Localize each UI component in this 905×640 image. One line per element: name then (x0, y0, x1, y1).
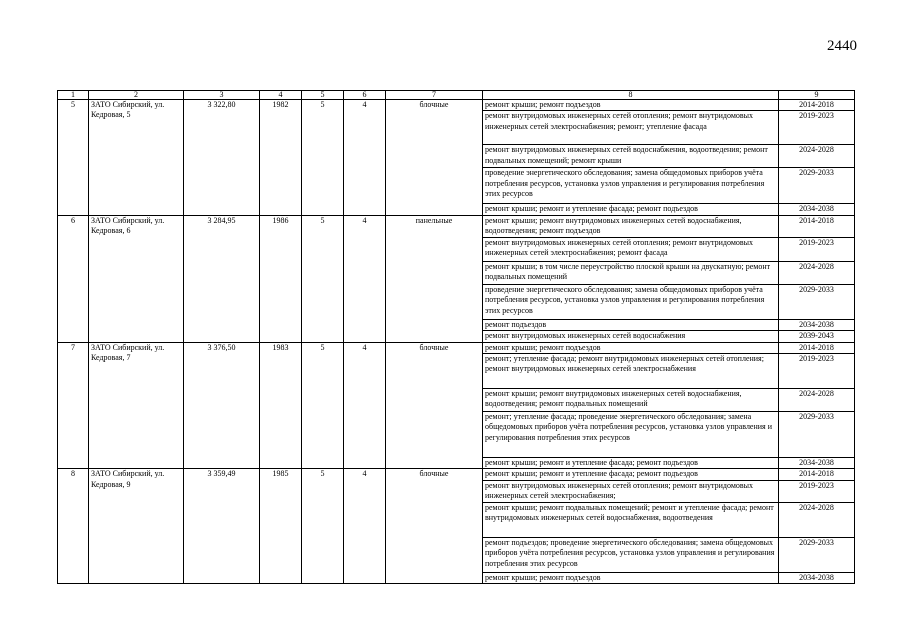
work-description: ремонт крыши; в том числе переустройство плоской крыши на двускатную; ремонт подвальных помещений (483, 261, 779, 284)
work-period: 2014-2018 (779, 215, 855, 237)
work-description: ремонт внутридомовых инженерных сетей отопления; ремонт внутридомовых инженерных сетей электроснабжения; ремонт; утепление фасада (483, 111, 779, 145)
work-description: ремонт крыши; ремонт и утепление фасада; ремонт подъездов (483, 458, 779, 469)
work-period: 2034-2038 (779, 204, 855, 215)
work-description: ремонт крыши; ремонт подъездов (483, 342, 779, 353)
work-period: 2034-2038 (779, 572, 855, 583)
build-year: 1983 (260, 342, 302, 469)
header-col-2: 2 (89, 91, 184, 100)
row-number: 8 (58, 469, 89, 584)
wall-material: блочные (386, 342, 483, 469)
work-description: ремонт; утепление фасада; проведение энергетического обследования; замена общедомовых приборов учёта потребления ресурсов, установка узлов управления и регулирования потребления этих ресурсов (483, 412, 779, 458)
wall-material: панельные (386, 215, 483, 342)
table-row (58, 469, 855, 480)
work-period: 2024-2028 (779, 261, 855, 284)
entrances: 4 (344, 215, 386, 342)
floors: 5 (302, 215, 344, 342)
page-number: 2440 (827, 38, 857, 54)
work-period: 2029-2033 (779, 537, 855, 572)
build-year: 1986 (260, 215, 302, 342)
work-description: ремонт; утепление фасада; ремонт внутридомовых инженерных сетей отопления; ремонт внутридомовых инженерных сетей электроснабжения (483, 354, 779, 389)
work-period: 2029-2033 (779, 284, 855, 319)
work-period: 2019-2023 (779, 480, 855, 502)
work-description: ремонт крыши; ремонт подъездов (483, 572, 779, 583)
work-description: ремонт подъездов (483, 319, 779, 330)
header-col-9: 9 (779, 91, 855, 100)
work-period: 2024-2028 (779, 145, 855, 168)
header-col-8: 8 (483, 91, 779, 100)
work-period: 2019-2023 (779, 111, 855, 145)
floors: 5 (302, 100, 344, 216)
table-row (58, 100, 855, 111)
work-period: 2014-2018 (779, 342, 855, 353)
header-col-4: 4 (260, 91, 302, 100)
work-period: 2014-2018 (779, 469, 855, 480)
row-number: 6 (58, 215, 89, 342)
work-period: 2034-2038 (779, 319, 855, 330)
work-description: ремонт подъездов; проведение энергетического обследования; замена общедомовых приборов учёта потребления ресурсов, установка узлов управления и регулирования потребления этих ресурсов (483, 537, 779, 572)
total-area: 3 284,95 (184, 215, 260, 342)
address: ЗАТО Сибирский, ул. Кедровая, 6 (89, 215, 184, 342)
table-row (58, 215, 855, 237)
repair-schedule-table (57, 90, 855, 584)
address: ЗАТО Сибирский, ул. Кедровая, 7 (89, 342, 184, 469)
work-period: 2024-2028 (779, 502, 855, 537)
header-col-3: 3 (184, 91, 260, 100)
floors: 5 (302, 469, 344, 584)
table-row (58, 342, 855, 353)
total-area: 3 322,80 (184, 100, 260, 216)
address: ЗАТО Сибирский, ул. Кедровая, 5 (89, 100, 184, 216)
work-description: ремонт крыши; ремонт подвальных помещений; ремонт и утепление фасада; ремонт внутридомовых инженерных сетей водоснабжения, водоотведения (483, 502, 779, 537)
total-area: 3 359,49 (184, 469, 260, 584)
work-period: 2029-2033 (779, 168, 855, 204)
work-description: ремонт крыши; ремонт внутридомовых инженерных сетей водоснабжения, водоотведения; ремонт подвальных помещений (483, 389, 779, 412)
work-period: 2034-2038 (779, 458, 855, 469)
row-number: 7 (58, 342, 89, 469)
total-area: 3 376,50 (184, 342, 260, 469)
work-description: ремонт внутридомовых инженерных сетей водоснабжения (483, 331, 779, 342)
header-col-5: 5 (302, 91, 344, 100)
work-period: 2019-2023 (779, 237, 855, 261)
work-description: ремонт внутридомовых инженерных сетей водоснабжения, водоотведения; ремонт подвальных помещений; ремонт крыши (483, 145, 779, 168)
work-description: ремонт крыши; ремонт подъездов (483, 100, 779, 111)
header-col-7: 7 (386, 91, 483, 100)
row-number: 5 (58, 100, 89, 216)
build-year: 1982 (260, 100, 302, 216)
wall-material: блочные (386, 100, 483, 216)
work-description: ремонт крыши; ремонт и утепление фасада; ремонт подъездов (483, 469, 779, 480)
header-col-1: 1 (58, 91, 89, 100)
entrances: 4 (344, 469, 386, 584)
build-year: 1985 (260, 469, 302, 584)
entrances: 4 (344, 100, 386, 216)
floors: 5 (302, 342, 344, 469)
work-description: ремонт крыши; ремонт и утепление фасада; ремонт подъездов (483, 204, 779, 215)
work-period: 2014-2018 (779, 100, 855, 111)
work-description: ремонт внутридомовых инженерных сетей отопления; ремонт внутридомовых инженерных сетей электроснабжения; ремонт фасада (483, 237, 779, 261)
work-period: 2024-2028 (779, 389, 855, 412)
work-description: ремонт внутридомовых инженерных сетей отопления; ремонт внутридомовых инженерных сетей электроснабжения; (483, 480, 779, 502)
work-description: ремонт крыши; ремонт внутридомовых инженерных сетей водоснабжения, водоотведения; ремонт подъездов (483, 215, 779, 237)
header-col-6: 6 (344, 91, 386, 100)
work-description: проведение энергетического обследования; замена общедомовых приборов учёта потребления ресурсов, установка узлов управления и регулирования потребления этих ресурсов (483, 284, 779, 319)
entrances: 4 (344, 342, 386, 469)
address: ЗАТО Сибирский, ул. Кедровая, 9 (89, 469, 184, 584)
wall-material: блочные (386, 469, 483, 584)
work-period: 2029-2033 (779, 412, 855, 458)
work-description: проведение энергетического обследования; замена общедомовых приборов учёта потребления ресурсов, установка узлов управления и регулирования потребления этих ресурсов (483, 168, 779, 204)
header-row (58, 91, 855, 100)
work-period: 2019-2023 (779, 354, 855, 389)
work-period: 2039-2043 (779, 331, 855, 342)
